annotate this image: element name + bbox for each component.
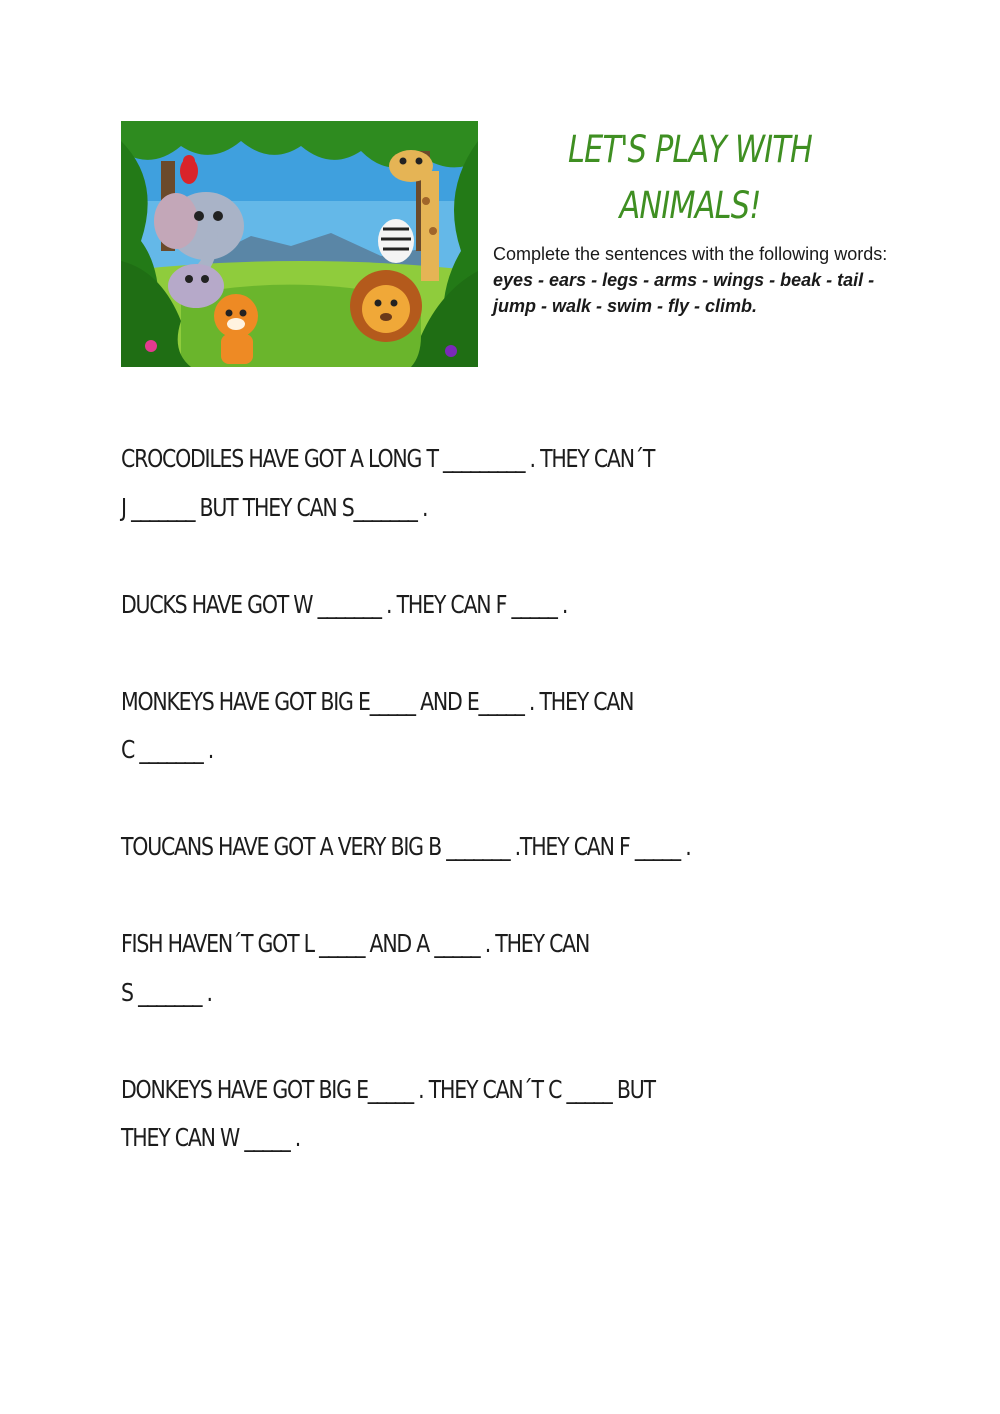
exercise-line: FISH HAVEN´T GOT L _____ AND A _____ . THEY CAN xyxy=(121,929,590,958)
exercise-line: DUCKS HAVE GOT W _______ . THEY CAN F _____ . xyxy=(121,589,568,619)
exercise-line: TOUCANS HAVE GOT A VERY BIG B _______ .THEY CAN F _____ . xyxy=(121,832,691,861)
exercise-crocodiles xyxy=(121,435,941,532)
instructions-text: Complete the sentences with the following words: xyxy=(493,244,888,264)
exercise-fish xyxy=(121,920,941,1017)
jungle-animals-illustration xyxy=(121,121,478,367)
title-line-2: ANIMALS! xyxy=(619,184,761,227)
exercise-line: MONKEYS HAVE GOT BIG E_____ AND E_____ . THEY CAN xyxy=(121,686,634,716)
exercise-line: CROCODILES HAVE GOT A LONG T _________ . THEY CAN´T xyxy=(121,444,655,473)
title-line-1: LET'S PLAY WITH xyxy=(568,128,812,171)
exercise-line: C _______ . xyxy=(121,735,214,764)
exercise-line: DONKEYS HAVE GOT BIG E_____ . THEY CAN´T C _____ BUT xyxy=(121,1074,655,1104)
instructions xyxy=(493,241,893,319)
word-bank: eyes - ears - legs - arms - wings - beak - tail - jump - walk - swim - fly - climb. xyxy=(493,270,875,316)
exercise-donkeys xyxy=(121,1066,941,1163)
exercise-toucans xyxy=(121,823,941,872)
page-title xyxy=(534,122,846,234)
exercise-ducks xyxy=(121,581,941,630)
exercise-list xyxy=(121,435,941,1163)
exercise-monkeys xyxy=(121,678,941,775)
exercise-line: THEY CAN W _____ . xyxy=(121,1123,301,1152)
exercise-line: J _______ BUT THEY CAN S_______ . xyxy=(121,492,428,522)
exercise-line: S _______ . xyxy=(121,977,212,1007)
